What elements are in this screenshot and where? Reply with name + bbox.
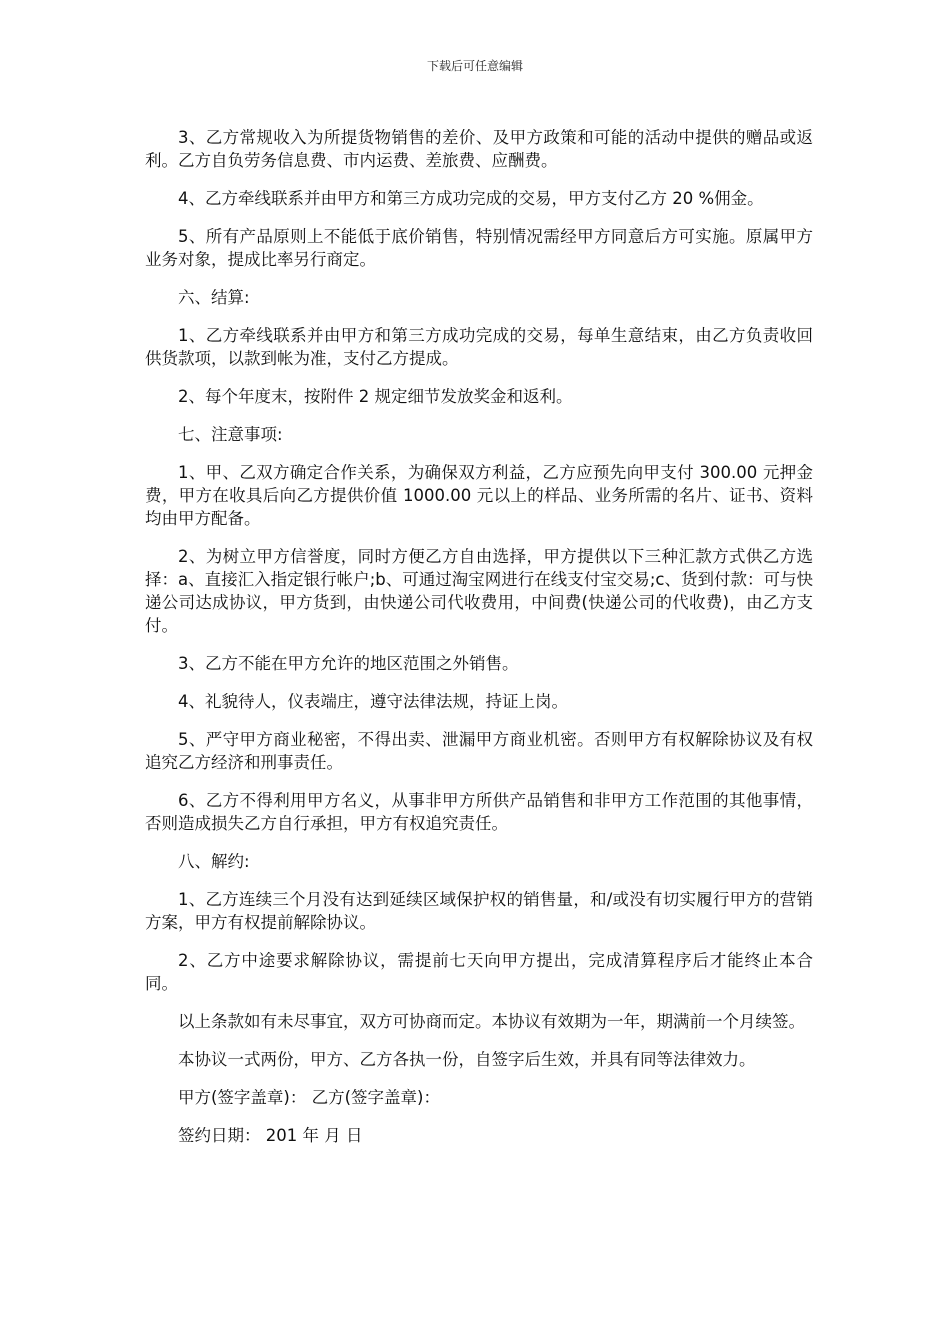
signature-line: 甲方(签字盖章)： 乙方(签字盖章)：: [178, 1088, 440, 1107]
closing-paragraph: 本协议一式两份，甲方、乙方各执一份，自签字后生效，并具有同等法律效力。: [178, 1050, 756, 1069]
clause-paragraph: 2、每个年度末，按附件 2 规定细节发放奖金和返利。: [178, 387, 573, 406]
clause-paragraph: 1、乙方连续三个月没有达到延续区域保护权的销售量，和/或没有切实履行甲方的营销方案，甲方有权提前解除协议。: [145, 890, 813, 932]
clause-paragraph: 2、乙方中途要求解除协议，需提前七天向甲方提出，完成清算程序后才能终止本合同。: [145, 951, 813, 993]
clause-paragraph: 3、乙方不能在甲方允许的地区范围之外销售。: [178, 654, 519, 673]
section-heading: 八、解约:: [178, 852, 250, 871]
document-body: [145, 126, 813, 1162]
clause-paragraph: 2、为树立甲方信誉度，同时方便乙方自由选择，甲方提供以下三种汇款方式供乙方选择：a、直接汇入指定银行帐户;b、可通过淘宝网进行在线支付宝交易;c、货到付款：可与快递公司达成协议，甲方货到，由快递公司代收费用，中间费(快递公司的代收费)，由乙方支付。: [145, 547, 813, 635]
signing-date-line: 签约日期： 201 年 月 日: [178, 1126, 363, 1145]
clause-paragraph: 5、所有产品原则上不能低于底价销售，特别情况需经甲方同意后方可实施。原属甲方业务对象，提成比率另行商定。: [145, 227, 813, 269]
clause-paragraph: 6、乙方不得利用甲方名义，从事非甲方所供产品销售和非甲方工作范围的其他事情，否则造成损失乙方自行承担，甲方有权追究责任。: [145, 791, 813, 833]
clause-paragraph: 5、严守甲方商业秘密，不得出卖、泄漏甲方商业机密。否则甲方有权解除协议及有权追究乙方经济和刑事责任。: [145, 730, 813, 772]
clause-paragraph: 4、礼貌待人，仪表端庄，遵守法律法规，持证上岗。: [178, 692, 568, 711]
section-heading: 六、结算:: [178, 288, 250, 307]
section-heading: 七、注意事项:: [178, 425, 283, 444]
clause-paragraph: 4、乙方牵线联系并由甲方和第三方成功完成的交易，甲方支付乙方 20 %佣金。: [178, 189, 764, 208]
page-header-note: 下载后可任意编辑: [426, 59, 523, 73]
clause-paragraph: 1、乙方牵线联系并由甲方和第三方成功完成的交易，每单生意结束，由乙方负责收回供货款项，以款到帐为准，支付乙方提成。: [145, 326, 813, 368]
clause-paragraph: 3、乙方常规收入为所提货物销售的差价、及甲方政策和可能的活动中提供的赠品或返利。乙方自负劳务信息费、市内运费、差旅费、应酬费。: [145, 128, 813, 170]
clause-paragraph: 1、甲、乙双方确定合作关系，为确保双方利益，乙方应预先向甲支付 300.00 元押金费，甲方在收具后向乙方提供价值 1000.00 元以上的样品、业务所需的名片、证书、资料均由甲方配备。: [145, 463, 813, 528]
closing-paragraph: 以上条款如有未尽事宜，双方可协商而定。本协议有效期为一年，期满前一个月续签。: [178, 1012, 805, 1031]
